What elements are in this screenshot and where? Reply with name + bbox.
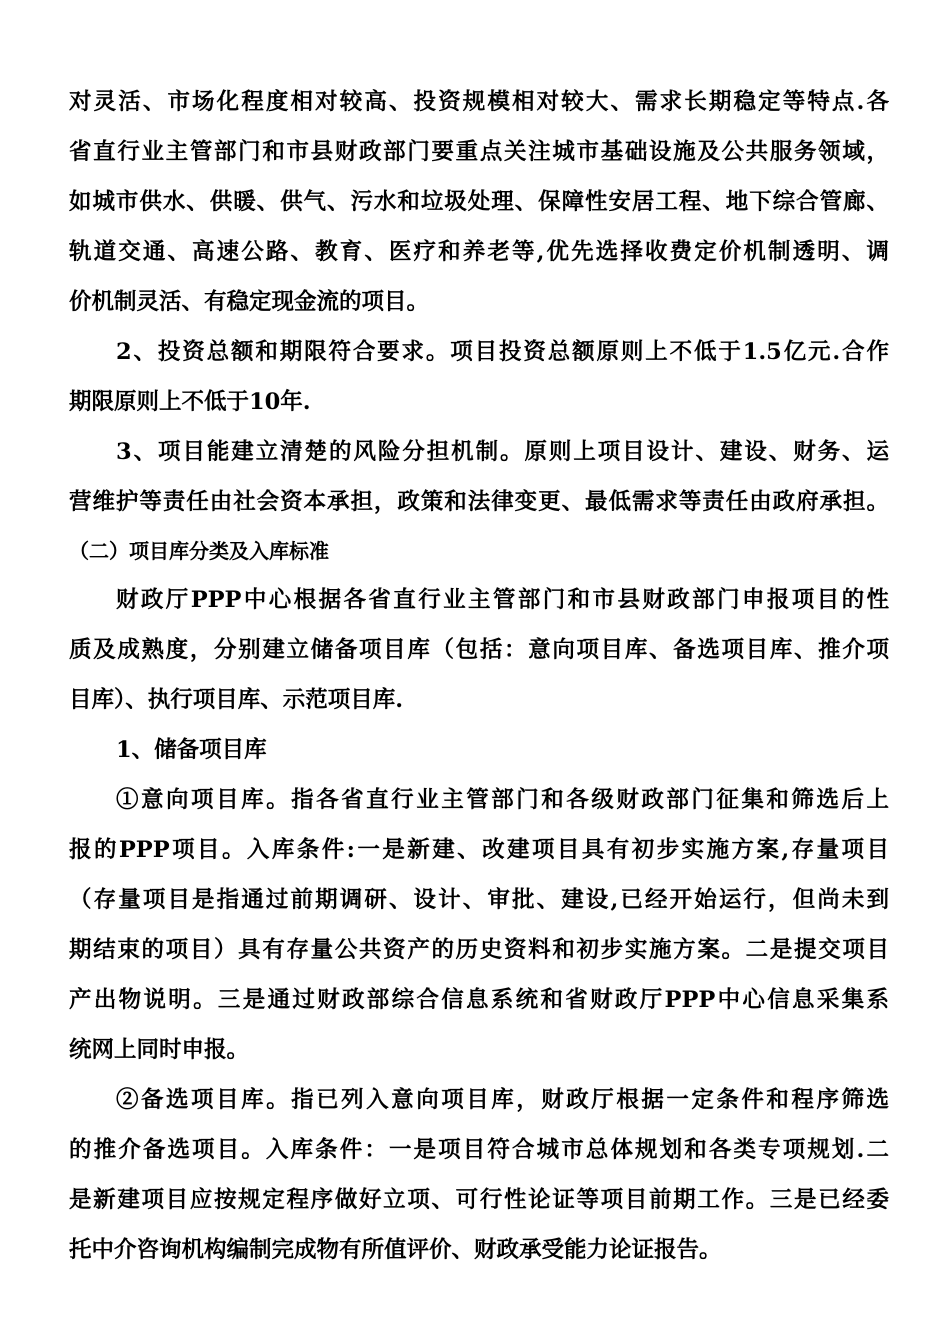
text-line: 期限原则上不低于10年. <box>69 389 311 415</box>
text-line: 质及成熟度，分别建立储备项目库（包括：意向项目库、备选项目库、推介项 <box>69 637 889 663</box>
text-line: 托中介咨询机构编制完成物有所值评价、财政承受能力论证报告。 <box>69 1237 722 1263</box>
text-line: 营维护等责任由社会资本承担，政策和法律变更、最低需求等责任由政府承担。 <box>69 489 889 515</box>
text-line: 统网上同时申报。 <box>69 1037 250 1063</box>
paragraph-first-line: ①意向项目库。指各省直行业主管部门和各级财政部门征集和筛选后上 <box>116 787 889 813</box>
text-line: 的推介备选项目。入库条件：一是项目符合城市总体规划和各类专项规划.二 <box>69 1137 889 1163</box>
text-line: 价机制灵活、有稳定现金流的项目。 <box>69 289 430 315</box>
text-line: （存量项目是指通过前期调研、设计、审批、建设,已经开始运行，但尚未到 <box>69 887 889 913</box>
paragraph-first-line: 2、投资总额和期限符合要求。项目投资总额原则上不低于1.5亿元.合作 <box>116 339 889 365</box>
text-line: 省直行业主管部门和市县财政部门要重点关注城市基础设施及公共服务领域， <box>69 139 889 165</box>
section-heading: （二）项目库分类及入库标准 <box>69 539 329 563</box>
paragraph-first-line: ②备选项目库。指已列入意向项目库，财政厅根据一定条件和程序筛选 <box>116 1087 889 1113</box>
text-line: 轨道交通、高速公路、教育、医疗和养老等,优先选择收费定价机制透明、调 <box>69 239 889 265</box>
text-line: 如城市供水、供暖、供气、污水和垃圾处理、保障性安居工程、地下综合管廊、 <box>69 189 889 215</box>
text-line: 产出物说明。三是通过财政部综合信息系统和省财政厅PPP中心信息采集系 <box>69 987 889 1013</box>
text-line: 报的PPP项目。入库条件:一是新建、改建项目具有初步实施方案,存量项目 <box>69 837 889 863</box>
paragraph-first-line: 财政厅PPP中心根据各省直行业主管部门和市县财政部门申报项目的性 <box>116 587 889 613</box>
text-line: 期结束的项目）具有存量公共资产的历史资料和初步实施方案。二是提交项目 <box>69 937 889 963</box>
text-line: 是新建项目应按规定程序做好立项、可行性论证等项目前期工作。三是已经委 <box>69 1187 889 1213</box>
paragraph-first-line: 3、项目能建立清楚的风险分担机制。原则上项目设计、建设、财务、运 <box>116 439 889 465</box>
text-line: 对灵活、市场化程度相对较高、投资规模相对较大、需求长期稳定等特点.各 <box>69 89 889 115</box>
subsection-heading: 1、储备项目库 <box>116 737 267 763</box>
text-line: 目库）、执行项目库、示范项目库. <box>69 687 404 713</box>
